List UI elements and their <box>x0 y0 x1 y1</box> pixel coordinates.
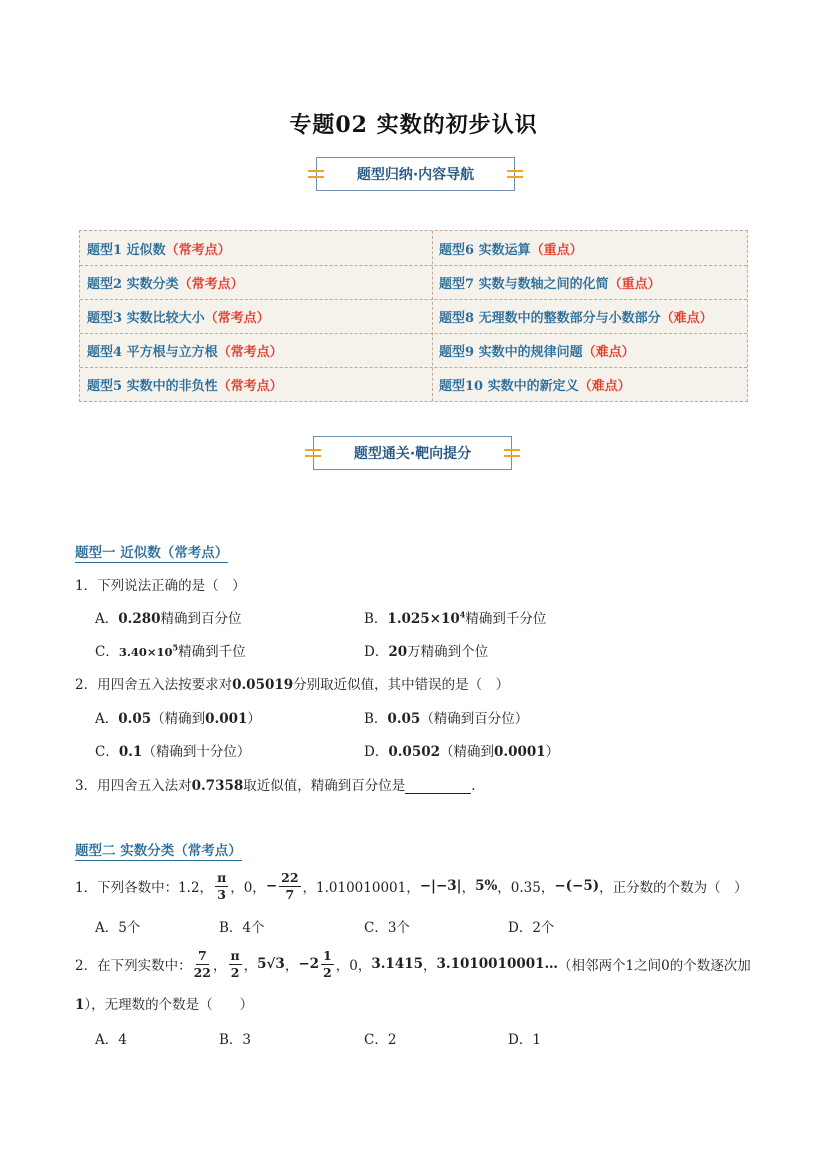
answer-blank[interactable] <box>405 779 471 794</box>
question-stem: 3．用四舍五入法对0.7358取近似值，精确到百分位是 . <box>75 778 476 794</box>
nav-banner-label: 题型归纳·内容导航 <box>356 167 475 183</box>
banner-decoration-icon <box>308 170 324 178</box>
option-b[interactable]: B．4个 <box>219 920 265 936</box>
nav-item[interactable]: 题型9 实数中的规律问题 （难点） <box>439 344 635 360</box>
question-stem: 2．用四舍五入法按要求对0.05019分别取近似值，其中错误的是（ ） <box>75 677 510 693</box>
nav-item[interactable]: 题型6 实数运算 （重点） <box>439 242 583 258</box>
option-c[interactable]: C．0.1（精确到十分位） <box>95 744 251 760</box>
fraction: $\frac{\pi}{3}$ <box>217 869 227 902</box>
option-d[interactable]: D．1 <box>508 1032 541 1048</box>
option-c[interactable]: C．3个 <box>364 920 410 936</box>
section-heading: 题型一 近似数（常考点） <box>75 541 228 563</box>
banner-decoration-icon <box>305 449 321 457</box>
option-a[interactable]: A．0.280精确到百分位 <box>95 611 242 627</box>
question-stem: 2．在下列实数中： $\frac{7}{22}$ ， $\frac{\pi}{2}$ ， 5√3 ， −2 $\frac{1}{2}$ ，0， 3.1415 ， 3.1010010001… （相邻两个1之间0的个数逐次加 <box>75 947 751 980</box>
nav-item[interactable]: 题型5 实数中的非负性 （常考点） <box>87 378 283 394</box>
nav-item[interactable]: 题型1 近似数 （常考点） <box>87 242 231 258</box>
option-a[interactable]: A．0.05（精确到0.001） <box>95 711 261 727</box>
option-b[interactable]: B．$1.025\times 10^4$精确到千分位 <box>364 609 547 627</box>
option-d[interactable]: D．0.0502（精确到0.0001） <box>364 744 560 760</box>
nav-banner <box>316 157 515 191</box>
page-title: 专题02 实数的初步认识 <box>289 112 538 138</box>
section-heading: 题型二 实数分类（常考点） <box>75 839 242 861</box>
option-b[interactable]: B．0.05（精确到百分位） <box>364 711 529 727</box>
option-d[interactable]: D．2个 <box>508 920 555 936</box>
fraction: $\frac{1}{2}$ <box>323 947 332 980</box>
nav-item[interactable]: 题型8 无理数中的整数部分与小数部分 （难点） <box>439 310 713 326</box>
question-stem: 1．下列各数中：1.2， $\frac{\pi}{3}$ ，0， − $\frac{22}{7}$ ，1.010010001， −|−3| ， 5% ，0.35， −(−5) ，正分数的个数为（ ） <box>75 869 748 902</box>
nav-item[interactable]: 题型2 实数分类 （常考点） <box>87 276 244 292</box>
nav-item[interactable]: 题型3 实数比较大小 （常考点） <box>87 310 270 326</box>
option-b[interactable]: B．3 <box>219 1032 252 1048</box>
option-a[interactable]: A．4 <box>95 1032 127 1048</box>
topic-nav-table <box>79 230 748 402</box>
nav-item[interactable]: 题型4 平方根与立方根 （常考点） <box>87 344 283 360</box>
practice-banner-label: 题型通关·靶向提分 <box>353 446 472 462</box>
fraction: $\frac{7}{22}$ <box>193 947 211 980</box>
fraction: $\frac{22}{7}$ <box>281 869 299 902</box>
option-a[interactable]: A．5个 <box>95 920 141 936</box>
nav-item[interactable]: 题型10 实数中的新定义 （难点） <box>439 378 631 394</box>
option-c[interactable]: C．2 <box>364 1032 397 1048</box>
banner-decoration-icon <box>504 449 520 457</box>
practice-banner <box>313 436 512 470</box>
banner-decoration-icon <box>507 170 523 178</box>
fraction: $\frac{\pi}{2}$ <box>230 947 240 980</box>
question-stem-continued: 1），无理数的个数是（ ） <box>75 997 254 1013</box>
option-c[interactable]: C．$3.40\times 10^5$精确到千位 <box>95 642 246 660</box>
nav-item[interactable]: 题型7 实数与数轴之间的化简 （重点） <box>439 276 661 292</box>
question-stem: 1．下列说法正确的是（ ） <box>75 578 246 594</box>
option-d[interactable]: D．20万精确到个位 <box>364 644 489 660</box>
